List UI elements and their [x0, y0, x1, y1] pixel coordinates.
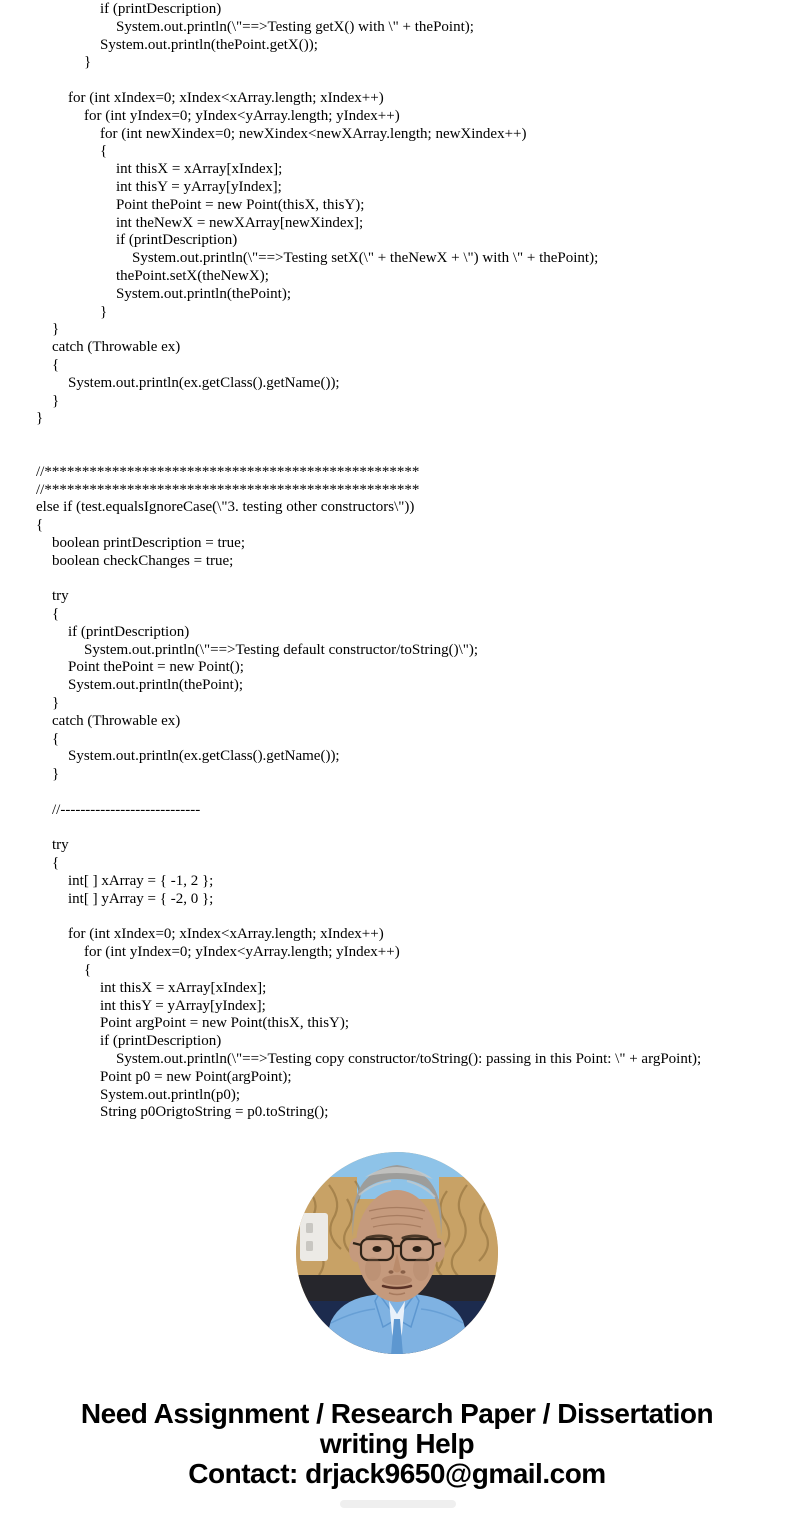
code-line: int thisX = xArray[xIndex];: [116, 161, 283, 178]
code-line: for (int xIndex=0; xIndex<xArray.length; xIndex++): [68, 926, 384, 943]
code-line: }: [52, 392, 60, 409]
code-line: if (printDescription): [100, 1, 222, 17]
code-line: if (printDescription): [100, 1033, 222, 1050]
code-line: System.out.println(thePoint.getX());: [100, 36, 318, 53]
code-line: String p0OrigtoString = p0.toString();: [100, 1104, 329, 1121]
code-line: System.out.println(\"==>Testing getX() with \" + thePoint);: [116, 18, 474, 35]
code-line: Point thePoint = new Point();: [68, 659, 244, 676]
code-line: if (printDescription): [68, 623, 190, 640]
code-line: int thisX = xArray[xIndex];: [100, 979, 267, 996]
code-line: try: [52, 588, 69, 605]
footer-smudge: [340, 1500, 456, 1508]
footer-heading-line-2: writing Help: [319, 1428, 475, 1459]
code-line: boolean checkChanges = true;: [52, 552, 234, 569]
instructor-photo: [295, 1151, 499, 1355]
photo-cheek-right: [413, 1257, 429, 1281]
code-line: int thisY = yArray[yIndex];: [100, 997, 266, 1014]
code-line: for (int newXindex=0; newXindex<newXArray.length; newXindex++): [100, 125, 527, 142]
photo-eye-right: [413, 1246, 422, 1252]
code-line: if (printDescription): [116, 232, 238, 249]
code-line: //----------------------------: [52, 801, 201, 818]
code-line: [36, 428, 794, 446]
code-line: catch (Throwable ex): [52, 339, 181, 356]
photo-cheek-left: [365, 1257, 381, 1281]
code-line: System.out.println(\"==>Testing setX(\" + theNewX + \") with \" + thePoint);: [132, 250, 599, 267]
code-line: {: [84, 962, 92, 979]
code-line: Point thePoint = new Point(thisX, thisY);: [116, 196, 365, 213]
code-line: int thisY = yArray[yIndex];: [116, 178, 282, 195]
code-line: System.out.println(p0);: [100, 1086, 240, 1103]
code-line: {: [36, 517, 44, 534]
code-line: Point p0 = new Point(argPoint);: [100, 1068, 292, 1085]
instructor-photo-svg: [295, 1151, 499, 1355]
code-line: else if (test.equalsIgnoreCase(\"3. testing other constructors\")): [36, 499, 415, 516]
code-line: {: [52, 855, 60, 872]
footer-heading-line-1: Need Assignment / Research Paper / Dissertation: [80, 1398, 714, 1429]
code-line: System.out.println(\"==>Testing default constructor/toString()\");: [84, 641, 479, 658]
code-line: }: [36, 410, 44, 427]
code-line: System.out.println(thePoint);: [116, 285, 291, 302]
code-line: System.out.println(ex.getClass().getName());: [68, 748, 340, 765]
code-line: //**************************************************: [36, 481, 420, 498]
code-line: int theNewX = newXArray[newXindex];: [116, 214, 364, 231]
photo-outlet: [300, 1213, 328, 1261]
code-line: Point argPoint = new Point(thisX, thisY);: [100, 1015, 350, 1032]
code-line: for (int yIndex=0; yIndex<yArray.length; yIndex++): [84, 944, 400, 961]
code-line: [36, 820, 794, 838]
code-line: int[ ] yArray = { -2, 0 };: [68, 890, 214, 907]
code-line: }: [52, 766, 60, 783]
code-line: thePoint.setX(theNewX);: [116, 267, 269, 284]
code-line: {: [100, 143, 108, 160]
code-line: for (int yIndex=0; yIndex<yArray.length; yIndex++): [84, 107, 400, 124]
code-line: for (int xIndex=0; xIndex<xArray.length; xIndex++): [68, 89, 384, 106]
code-line: }: [84, 54, 92, 71]
code-line: [36, 571, 794, 589]
photo-mustache-shadow: [382, 1275, 412, 1285]
photo-eye-left: [373, 1246, 382, 1252]
code-line: [36, 784, 794, 802]
footer-contact-email: Contact: drjack9650@gmail.com: [188, 1458, 606, 1489]
code-line: {: [52, 606, 60, 623]
code-line: //**************************************************: [36, 463, 420, 480]
code-line: }: [52, 695, 60, 712]
code-line: }: [52, 321, 60, 338]
code-line: catch (Throwable ex): [52, 712, 181, 729]
footer-banner: [0, 1399, 794, 1489]
code-block: [36, 1, 794, 1122]
code-line: [36, 909, 794, 927]
code-line: {: [52, 356, 60, 373]
code-line: System.out.println(\"==>Testing copy constructor/toString(): passing in this Point: \" + argPoint);: [116, 1051, 702, 1068]
code-line: }: [100, 303, 108, 320]
code-line: [36, 72, 794, 90]
code-line: int[ ] xArray = { -1, 2 };: [68, 873, 214, 890]
code-line: try: [52, 837, 69, 854]
code-line: {: [52, 730, 60, 747]
code-line: boolean printDescription = true;: [52, 534, 245, 551]
code-line: System.out.println(ex.getClass().getName());: [68, 374, 340, 391]
code-line: System.out.println(thePoint);: [68, 677, 243, 694]
code-line: [36, 446, 794, 464]
